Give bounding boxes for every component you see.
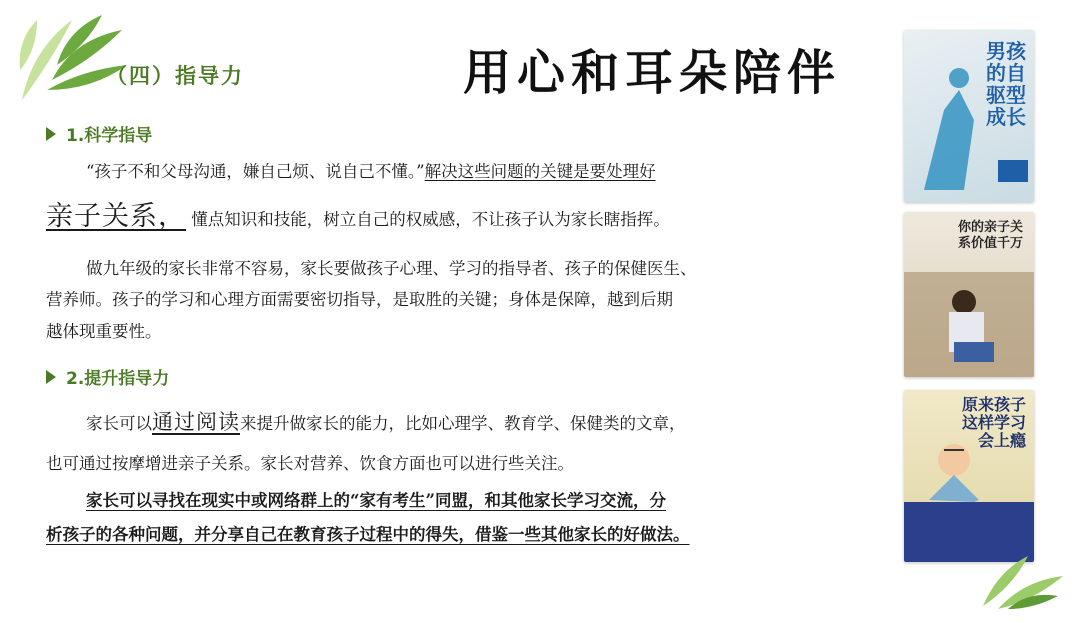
emphasis-through-reading: 通过阅读: [152, 410, 240, 434]
book-2-title: 你的亲子关系价值千万: [958, 220, 1024, 251]
paragraph-4-line-1: [86, 485, 666, 517]
section-label: （四）指导力: [106, 64, 244, 88]
arrow-right-icon: [46, 370, 56, 384]
paragraph-4-text-b: 析孩子的各种问题，并分享自己在教育孩子过程中的得失，借鉴一些其他家长的好做法。: [46, 525, 690, 544]
heading-2-text: 2.提升指导力: [66, 369, 170, 389]
paragraph-4-line-2: [46, 519, 690, 551]
paragraph-1-rest: 懂点知识和技能，树立自己的权威感，不让孩子认为家长瞎指挥。: [186, 210, 670, 229]
heading-improve-guidance: [46, 364, 169, 389]
paragraph-3-line-2: 也可通过按摩增进亲子关系。家长对营养、饮食方面也可以进行些关注。: [46, 454, 574, 473]
key-point-text: 解决这些问题的关键是要处理好: [424, 162, 656, 181]
leaf-decoration-icon: [978, 551, 1068, 611]
book-3-title: 原来孩子这样学习会上瘾: [961, 395, 1026, 450]
paragraph-3-line-1: [86, 406, 686, 440]
heading-scientific-guidance: [46, 121, 152, 146]
page-title: 用心和耳朵陪伴: [463, 45, 842, 101]
quote-text: “孩子不和父母沟通，嫌自己烦、说自己不懂。”: [86, 162, 425, 181]
paragraph-2-line-2: 营养师。孩子的学习和心理方面需要密切指导，是取胜的关键；身体是保障，越到后期: [46, 290, 673, 309]
paragraph-3-rest: 来提升做家长的能力，比如心理学、教育学、保健类的文章，: [240, 414, 686, 433]
paragraph-1-line-2: [46, 201, 670, 236]
paragraph-2-line-1: 做九年级的家长非常不容易，家长要做孩子心理、学习的指导者、孩子的保健医生、: [86, 259, 697, 278]
heading-1-text: 1.科学指导: [66, 126, 153, 146]
arrow-right-icon: [46, 127, 56, 141]
book-1-title: 男孩的自驱型成长: [986, 39, 1026, 129]
book-cover-3: [904, 390, 1034, 562]
paragraph-3-start: 家长可以: [86, 414, 152, 433]
paragraph-4-text-a: 家长可以寻找在现实中或网络群上的“家有考生”同盟，和其他家长学习交流，分: [86, 491, 666, 510]
book-cover-2: [904, 212, 1034, 377]
paragraph-2-line-3: 越体现重要性。: [46, 322, 162, 341]
book-cover-1: [904, 30, 1034, 202]
emphasis-parent-child-relationship: 亲子关系，: [46, 201, 186, 232]
paragraph-1-line-1: [86, 156, 656, 188]
